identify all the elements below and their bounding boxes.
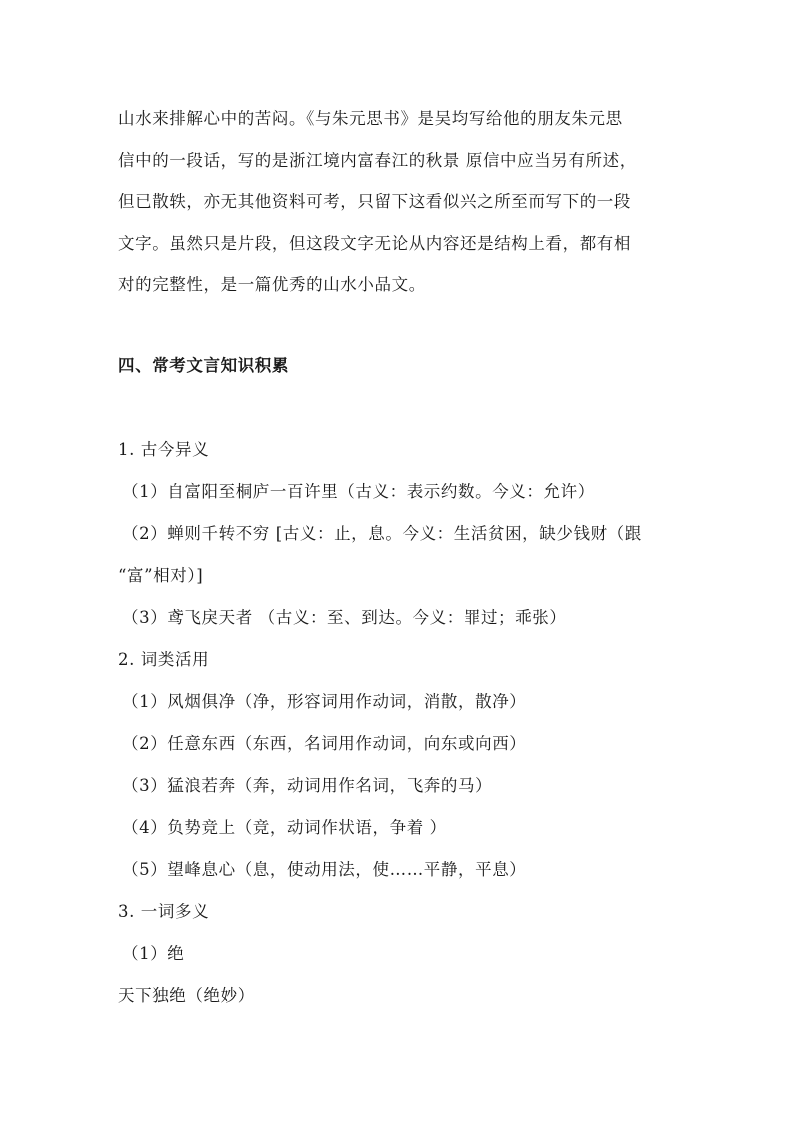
subheading-ancient-modern: 1. 古今异义 — [118, 440, 210, 459]
list-item: （2）蝉则千转不穷 [古义：止，息。今义：生活贫困，缺少钱财（跟 — [122, 524, 642, 543]
list-item-continuation: “富”相对）] — [118, 566, 204, 585]
list-item: （4）负势竞上（竞，动词作状语，争着 ） — [122, 818, 447, 837]
list-item: （2）任意东西（东西，名词用作动词，向东或向西） — [122, 734, 527, 753]
list-item: 天下独绝（绝妙） — [118, 986, 255, 1005]
list-item: （1）绝 — [122, 944, 185, 963]
list-item: （1）自富阳至桐庐一百许里（古义：表示约数。今义：允许） — [122, 482, 595, 501]
list-item: （3）鸢飞戾天者 （古义：至、到达。今义：罪过；乖张） — [122, 608, 567, 627]
intro-paragraph — [118, 98, 680, 306]
subheading-polysemy: 3. 一词多义 — [118, 902, 210, 921]
intro-line: 信中的一段话，写的是浙江境内富春江的秋景 原信中应当另有所述， — [118, 150, 637, 170]
list-item: （1）风烟俱净（净，形容词用作动词，消散，散净） — [122, 692, 527, 711]
intro-line: 文字。虽然只是片段，但这段文字无论从内容还是结构上看，都有相 — [118, 233, 631, 253]
section-heading: 四、常考文言知识积累 — [118, 356, 289, 375]
intro-line: 但已散轶，亦无其他资料可考，只留下这看似兴之所至而写下的一段 — [118, 192, 631, 211]
intro-line: 对的完整性，是一篇优秀的山水小品文。 — [118, 275, 426, 294]
list-item: （3）猛浪若奔（奔，动词用作名词，飞奔的马） — [122, 776, 493, 795]
subheading-word-class: 2. 词类活用 — [118, 650, 210, 669]
list-item: （5）望峰息心（息，使动用法，使……平静，平息） — [122, 860, 527, 879]
intro-line: 山水来排解心中的苦闷。《与朱元思书》是吴均写给他的朋友朱元思 — [118, 109, 623, 128]
